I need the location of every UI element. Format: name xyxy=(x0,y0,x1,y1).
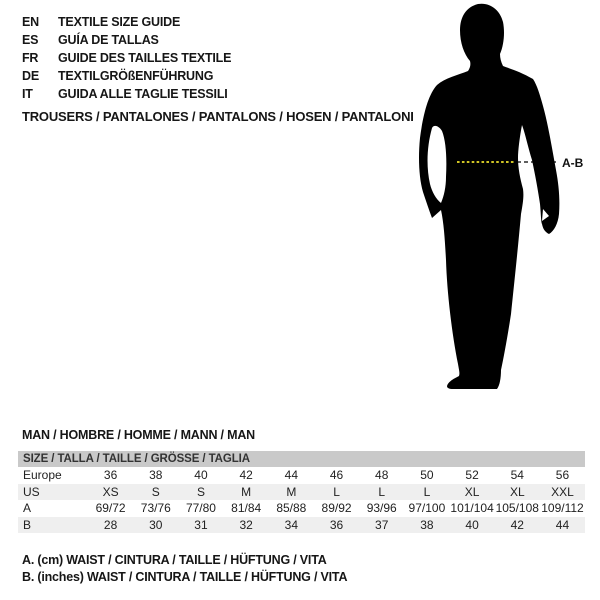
size-cell: 31 xyxy=(194,517,208,532)
size-cell: 38 xyxy=(149,468,163,482)
size-cell: 109/112 xyxy=(541,501,584,515)
table-row-us xyxy=(18,484,585,501)
size-cell: 77/80 xyxy=(185,501,216,515)
row-label: A xyxy=(23,501,32,515)
size-cell: 105/108 xyxy=(495,501,539,515)
size-cell: S xyxy=(151,484,160,499)
size-cell: S xyxy=(196,484,205,499)
size-cell: 48 xyxy=(375,468,389,482)
size-cell: 73/76 xyxy=(140,501,171,515)
row-label: B xyxy=(23,517,32,532)
size-cell: 44 xyxy=(284,468,299,482)
language-label: GUIDA ALLE TAGLIE TESSILI xyxy=(58,87,228,101)
footnote-a: A. (cm) WAIST / CINTURA / TAILLE / HÜFTUNG / VITA xyxy=(22,553,327,567)
size-cell: 54 xyxy=(510,468,524,482)
man-silhouette-svg xyxy=(415,0,595,395)
size-cell: 89/92 xyxy=(321,501,352,515)
size-cell: 30 xyxy=(149,517,163,532)
language-label: TEXTILGRÖßENFÜHRUNG xyxy=(58,69,214,83)
size-table xyxy=(18,451,585,533)
language-code: DE xyxy=(22,69,39,83)
size-cell: 32 xyxy=(239,517,253,532)
size-table-header: SIZE / TALLA / TAILLE / GRÖSSE / TAGLIA xyxy=(18,451,585,467)
size-cell: 38 xyxy=(420,517,434,532)
size-cell: L xyxy=(423,484,431,499)
language-code: FR xyxy=(22,51,39,65)
size-cell: M xyxy=(286,484,297,499)
row-label: US xyxy=(23,484,40,499)
size-cell: 44 xyxy=(555,517,570,532)
size-cell: 85/88 xyxy=(276,501,307,515)
size-cell: 34 xyxy=(284,517,299,532)
size-cell: 40 xyxy=(465,517,479,532)
size-cell: 36 xyxy=(329,517,344,532)
size-cell: L xyxy=(333,484,340,499)
size-cell: 81/84 xyxy=(231,501,262,515)
language-row-en xyxy=(22,13,231,31)
language-code: ES xyxy=(22,33,39,47)
size-cell: 97/100 xyxy=(408,501,446,515)
size-cell: L xyxy=(378,484,386,499)
footnote-b: B. (inches) WAIST / CINTURA / TAILLE / HÜFTUNG / VITA xyxy=(22,570,348,584)
size-cell: XS xyxy=(102,484,119,499)
category-heading: TROUSERS / PANTALONES / PANTALONS / HOSEN / PANTALONI xyxy=(22,109,414,124)
language-list xyxy=(22,13,231,103)
size-cell: XL xyxy=(464,484,480,499)
footnotes xyxy=(22,552,347,586)
language-label: GUÍA DE TALLAS xyxy=(58,33,159,47)
size-cell: XXL xyxy=(551,484,574,499)
language-row-it xyxy=(22,85,231,103)
language-row-es xyxy=(22,31,231,49)
language-label: TEXTILE SIZE GUIDE xyxy=(58,15,181,29)
size-cell: 42 xyxy=(239,468,253,482)
size-cell: 36 xyxy=(103,468,118,482)
language-code: IT xyxy=(22,87,33,101)
language-row-de xyxy=(22,67,231,85)
size-cell: 50 xyxy=(420,468,434,482)
size-cell: 28 xyxy=(103,517,118,532)
man-silhouette-figure xyxy=(415,0,595,395)
size-cell: XL xyxy=(509,484,525,499)
table-row-europe xyxy=(18,467,585,484)
size-cell: 69/72 xyxy=(95,501,126,515)
size-cell: 101/104 xyxy=(450,501,494,515)
table-row-b-inches xyxy=(18,517,585,534)
size-cell: 37 xyxy=(375,517,389,532)
size-cell: 52 xyxy=(465,468,479,482)
size-cell: 56 xyxy=(555,468,570,482)
measure-label: A-B xyxy=(562,156,584,170)
language-row-fr xyxy=(22,49,231,67)
language-label: GUIDE DES TAILLES TEXTILE xyxy=(58,51,232,65)
size-cell: 42 xyxy=(510,517,524,532)
section-title-man: MAN / HOMBRE / HOMME / MANN / MAN xyxy=(22,428,255,442)
size-cell: 46 xyxy=(329,468,344,482)
size-cell: 93/96 xyxy=(366,501,397,515)
table-row-a-cm xyxy=(18,500,585,517)
size-cell: 40 xyxy=(194,468,208,482)
language-code: EN xyxy=(22,15,39,29)
row-label: Europe xyxy=(23,468,62,482)
size-cell: M xyxy=(241,484,252,499)
